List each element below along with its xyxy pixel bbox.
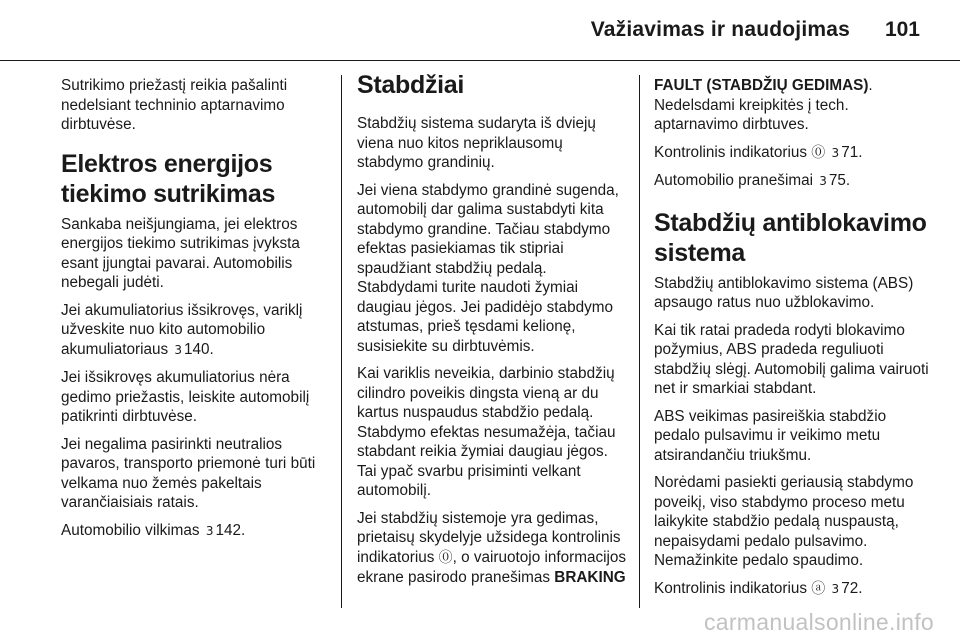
page-number: 101: [884, 18, 920, 41]
paragraph-fault: Jei stabdžių sistemoje yra gedimas, prietaisų skydelyje užsidega kontrolinis indikatorius ⓪, o vairuotojo informacijos ekrane pasirodo pranešimas BRAKING: [357, 509, 627, 586]
paragraph-circuit: Jei viena stabdymo grandinė sugenda, automobilį dar galima sustabdyti kita stabdymo grandine. Tačiau stabdymo efektas pasiekiamas tik stipriai spaudžiant stabdžių pedalą. Stabdydami turite naudoti žymiai daugiau jėgos. Jei padidėjo stabdymo atstumas, prieš tęsdami kelionę, susisiekite su dirbtuvėmis.: [357, 181, 619, 355]
page-header: [0, 0, 960, 60]
indicator-page-ref: 71.: [841, 143, 863, 161]
column-1: [61, 76, 331, 549]
page-ref-arrow-icon: 3: [205, 523, 214, 538]
fault-message-start: BRAKING: [554, 569, 626, 586]
column-divider-1: [341, 75, 342, 608]
paragraph-engine: Kai variklis neveikia, darbinio stabdžių cilindro poveikis dingsta vieną ar du kartus nuspaudus stabdžio pedalą. Stabdymo efektas nesumažėja, tačiau stabdant reikia žymiai daugiau jėgos. Tai ypač svarbu prisiminti velkant automobilį.: [357, 365, 616, 499]
paragraph-abs: Stabdžių antiblokavimo sistema (ABS) apsaugo ratus nuo užblokavimo.: [654, 274, 914, 311]
paragraph-fault-cont: FAULT (STABDŽIŲ GEDIMAS). Nedelsdami kreipkitės į tech. aptarnavimo dirbtuves.: [654, 77, 873, 133]
column-2: [357, 70, 627, 596]
page-title: Važiavimas ir naudojimas: [590, 18, 850, 41]
paragraph-clutch: Sankaba neišjungiama, jei elektros energijos tiekimo sutrikimas įvyksta esant įjungtai pavarai. Automobilis nebegali judėti.: [61, 215, 300, 291]
page-ref-arrow-icon: 3: [819, 174, 827, 188]
paragraph-pulse: ABS veikimas pasireiškia stabdžio pedalo pulsavimu ir veikimo metu atsirandančiu triukšmu.: [654, 407, 887, 464]
header-divider: [0, 60, 960, 61]
heading-power-failure: Elektros energijos tiekimo sutrikimas: [61, 149, 276, 208]
paragraph-system: Stabdžių sistema sudaryta iš dviejų viena nuo kitos nepriklausomų stabdymo grandinių.: [357, 115, 596, 171]
fault-message-end: FAULT (STABDŽIŲ GEDIMAS): [654, 77, 869, 94]
abs-indicator-icon: ⓐ: [811, 580, 826, 597]
brake-indicator-icon: ⓪: [438, 549, 453, 566]
watermark: carmanualsonline.info: [703, 609, 934, 635]
towing-page-ref: 142.: [215, 521, 246, 539]
messages-text: Automobilio pranešimai: [654, 172, 813, 189]
heading-brakes: Stabdžiai: [357, 71, 465, 99]
paragraph-towing: [61, 521, 331, 542]
column-divider-2: [639, 75, 640, 608]
paragraph-indicator-ref: [654, 143, 929, 164]
fault-text-a: Jei stabdžių sistemoje yra gedimas, prietaisų skydelyje užsidega kontrolinis indikatorius: [357, 509, 621, 566]
abs-page-ref: 72.: [841, 579, 863, 597]
battery-text: Jei akumuliatorius išsikrovęs, variklį užveskite nuo kito automobilio akumuliatoriaus: [61, 301, 303, 358]
paragraph-best: Norėdami pasiekti geriausią stabdymo poveikį, viso stabdymo proceso metu laikykite stabdžio pedalą nuspaustą, nepaisydami pedalo pulsavimo. Nemažinkite pedalo spaudimo.: [654, 474, 914, 569]
indicator-text: Kontrolinis indikatorius: [654, 143, 808, 161]
fault-rest: Nedelsdami kreipkitės į tech. aptarnavimo dirbtuves.: [654, 96, 849, 133]
page-ref-arrow-icon: 3: [831, 581, 840, 596]
abs-indicator-text: Kontrolinis indikatorius: [654, 579, 808, 597]
messages-page-ref: 75.: [828, 172, 851, 189]
paragraph-neutral: Jei negalima pasirinkti neutralios pavaros, transporto priemonė turi būti velkama nuo žemės pakeltais varančiaisiais ratais.: [61, 435, 316, 511]
page-ref-arrow-icon: 3: [831, 145, 840, 160]
fault-text-b: o vairuotojo informacijos ekrane pasirodo pranešimas: [357, 548, 627, 586]
battery-page-ref: 140.: [184, 340, 214, 358]
towing-text: Automobilio vilkimas: [61, 521, 200, 539]
page-ref-arrow-icon: 3: [174, 342, 183, 357]
paragraph-battery: [61, 301, 331, 361]
paragraph-cause: Jei išsikrovęs akumuliatorius nėra gedimo priežastis, leiskite automobilį patikrinti dirbtuvėse.: [61, 369, 310, 425]
paragraph-intro: Sutrikimo priežastį reikia pašalinti nedelsiant techninio aptarnavimo dirbtuvėse.: [61, 77, 288, 133]
heading-abs: Stabdžių antiblokavimo sistema: [654, 208, 927, 267]
paragraph-lock: Kai tik ratai pradeda rodyti blokavimo požymius, ABS pradeda reguliuoti stabdžių slėgį. Automobilį galima vairuoti net ir smarkiai stabdant.: [654, 321, 929, 397]
column-3: [654, 76, 929, 607]
paragraph-messages-ref: [654, 171, 929, 192]
brake-indicator-icon: ⓪: [811, 144, 826, 161]
paragraph-abs-indicator: [654, 579, 929, 600]
